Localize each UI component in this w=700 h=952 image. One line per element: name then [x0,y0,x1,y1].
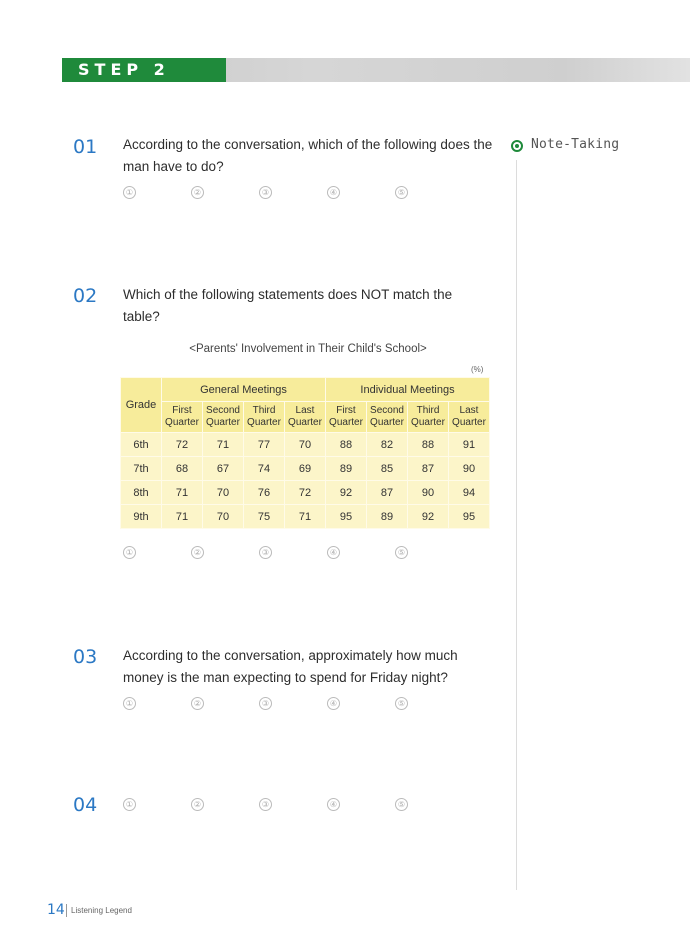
question-number: 01 [73,136,98,158]
choice-1[interactable]: ① [123,697,136,710]
choice-2[interactable]: ② [191,697,204,710]
subheader-cell: Last Quarter [285,402,326,433]
choice-2[interactable]: ② [191,546,204,559]
question-number: 02 [73,285,98,307]
choice-5[interactable]: ⑤ [395,546,408,559]
choice-5[interactable]: ⑤ [395,697,408,710]
value-cell: 91 [449,433,490,457]
value-cell: 71 [285,505,326,529]
value-cell: 70 [203,505,244,529]
subheader-cell: Third Quarter [244,402,285,433]
subheader-cell: Second Quarter [367,402,408,433]
value-cell: 71 [203,433,244,457]
question-number: 03 [73,646,98,668]
subheader-cell: First Quarter [326,402,367,433]
value-cell: 95 [326,505,367,529]
group-header-individual: Individual Meetings [326,378,490,402]
grade-cell: 6th [121,433,162,457]
choice-5[interactable]: ⑤ [395,798,408,811]
table-row [121,481,490,505]
question-text: According to the conversation, approximately how much money is the man expecting to spend for Friday night? [123,648,458,685]
value-cell: 88 [408,433,449,457]
table-unit: (%) [471,365,484,374]
value-cell: 71 [162,481,203,505]
value-cell: 92 [326,481,367,505]
value-cell: 68 [162,457,203,481]
choice-4[interactable]: ④ [327,798,340,811]
choice-3[interactable]: ③ [259,186,272,199]
subheader-cell: Third Quarter [408,402,449,433]
choice-5[interactable]: ⑤ [395,186,408,199]
choice-3[interactable]: ③ [259,546,272,559]
value-cell: 90 [449,457,490,481]
choice-4[interactable]: ④ [327,697,340,710]
value-cell: 90 [408,481,449,505]
value-cell: 92 [408,505,449,529]
value-cell: 71 [162,505,203,529]
value-cell: 70 [203,481,244,505]
involvement-table [120,377,490,529]
grade-cell: 8th [121,481,162,505]
page-number: 14 [47,902,65,918]
value-cell: 72 [285,481,326,505]
grade-cell: 9th [121,505,162,529]
choice-3[interactable]: ③ [259,697,272,710]
choice-2[interactable]: ② [191,186,204,199]
value-cell: 69 [285,457,326,481]
group-header-general: General Meetings [162,378,326,402]
value-cell: 76 [244,481,285,505]
value-cell: 89 [326,457,367,481]
grade-cell: 7th [121,457,162,481]
grade-header: Grade [121,378,162,433]
question-number: 04 [73,794,98,816]
value-cell: 75 [244,505,285,529]
choice-1[interactable]: ① [123,798,136,811]
table-title: <Parents' Involvement in Their Child's School> [189,343,427,355]
value-cell: 95 [449,505,490,529]
choice-1[interactable]: ① [123,546,136,559]
note-taking-label: Note-Taking [531,137,620,152]
value-cell: 70 [285,433,326,457]
choice-3[interactable]: ③ [259,798,272,811]
choice-2[interactable]: ② [191,798,204,811]
subheader-cell: Last Quarter [449,402,490,433]
table-row [121,457,490,481]
value-cell: 85 [367,457,408,481]
value-cell: 67 [203,457,244,481]
table-row [121,505,490,529]
choice-4[interactable]: ④ [327,186,340,199]
value-cell: 89 [367,505,408,529]
note-bullet-icon [511,140,523,152]
subheader-cell: Second Quarter [203,402,244,433]
question-text: According to the conversation, which of the following does the man have to do? [123,137,493,174]
step-label: STEP 2 [62,58,226,82]
value-cell: 87 [367,481,408,505]
value-cell: 82 [367,433,408,457]
book-title: Listening Legend [71,906,132,915]
value-cell: 94 [449,481,490,505]
value-cell: 74 [244,457,285,481]
choice-4[interactable]: ④ [327,546,340,559]
note-divider [516,160,517,890]
subheader-cell: First Quarter [162,402,203,433]
question-text: Which of the following statements does NOT match the table? [123,287,453,324]
choice-1[interactable]: ① [123,186,136,199]
value-cell: 88 [326,433,367,457]
value-cell: 72 [162,433,203,457]
value-cell: 87 [408,457,449,481]
value-cell: 77 [244,433,285,457]
table-row [121,433,490,457]
footer-divider [66,904,67,917]
